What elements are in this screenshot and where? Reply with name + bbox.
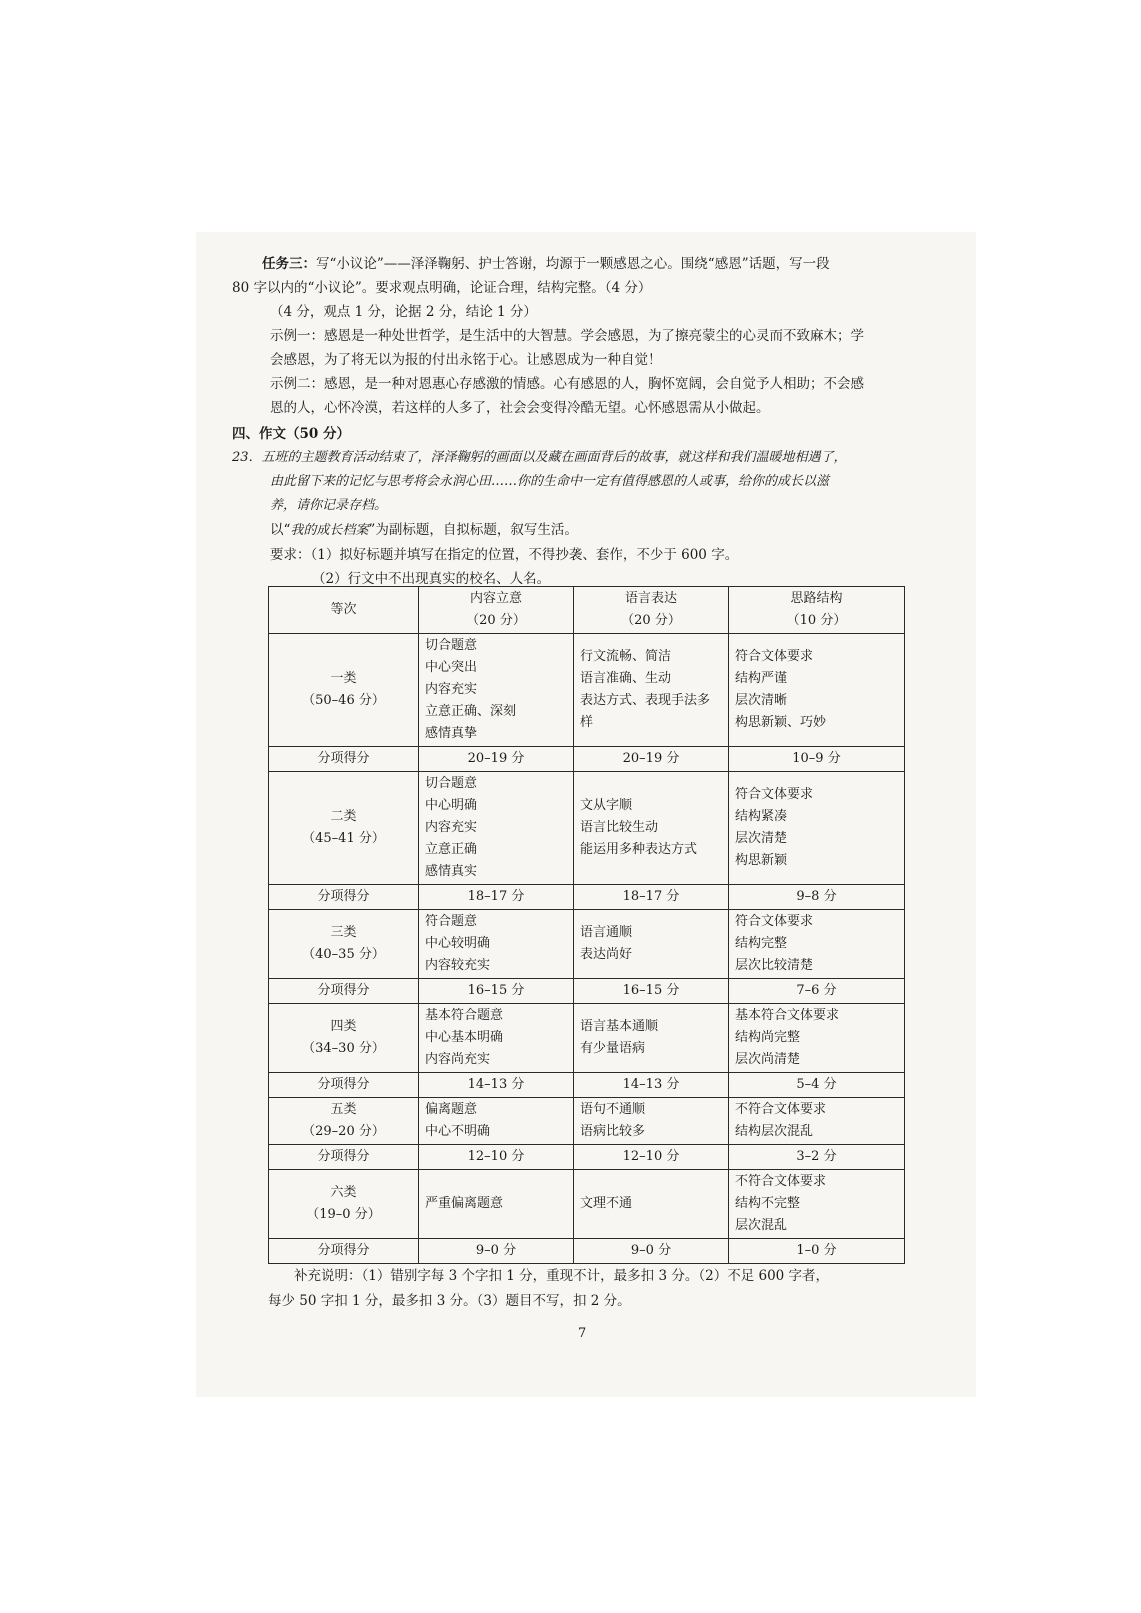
table-row xyxy=(269,634,905,747)
header-cell: 内容立意 （20 分） xyxy=(419,587,574,634)
table-row xyxy=(269,772,905,885)
table-row xyxy=(269,1098,905,1145)
score-cell: 18–17 分 xyxy=(574,885,729,910)
document-body xyxy=(232,252,972,591)
score-row xyxy=(269,1239,905,1264)
language-cell: 行文流畅、简洁 语言准确、生动 表达方式、表现手法多 样 xyxy=(574,634,729,747)
content-cell: 偏离题意 中心不明确 xyxy=(419,1098,574,1145)
score-cell: 1–0 分 xyxy=(729,1239,905,1264)
grade-cell: 四类 （34–30 分） xyxy=(269,1004,419,1073)
language-cell: 文从字顺 语言比较生动 能运用多种表达方式 xyxy=(574,772,729,885)
requirement-2: （2）行文中不出现真实的校名、人名。 xyxy=(312,571,551,587)
language-cell: 语句不通顺 语病比较多 xyxy=(574,1098,729,1145)
grade-cell: 二类 （45–41 分） xyxy=(269,772,419,885)
score-cell: 12–10 分 xyxy=(419,1145,574,1170)
table-row xyxy=(269,1170,905,1239)
grade-cell: 五类 （29–20 分） xyxy=(269,1098,419,1145)
section-heading: 四、作文（50 分） xyxy=(232,426,350,442)
content-cell: 严重偏离题意 xyxy=(419,1170,574,1239)
supplementary-note: 补充说明：（1）错别字每 3 个字扣 1 分，重现不计，最多扣 3 分。（2）不足 600 字者， 每少 50 字扣 1 分，最多扣 3 分。（3）题目不写，扣 2 分。 xyxy=(268,1268,830,1309)
score-cell: 14–13 分 xyxy=(574,1073,729,1098)
score-cell: 12–10 分 xyxy=(574,1145,729,1170)
page-number: 7 xyxy=(578,1326,587,1341)
header-cell: 语言表达 （20 分） xyxy=(574,587,729,634)
score-cell: 9–0 分 xyxy=(419,1239,574,1264)
score-row xyxy=(269,1073,905,1098)
score-row xyxy=(269,1145,905,1170)
score-cell: 18–17 分 xyxy=(419,885,574,910)
score-label-cell: 分项得分 xyxy=(269,1145,419,1170)
score-label-cell: 分项得分 xyxy=(269,979,419,1004)
task3-line2: 80 字以内的“小议论”。要求观点明确，论证合理，结构完整。（4 分） xyxy=(232,280,652,296)
content-cell: 基本符合题意 中心基本明确 内容尚充实 xyxy=(419,1004,574,1073)
score-label-cell: 分项得分 xyxy=(269,747,419,772)
score-cell: 16–15 分 xyxy=(419,979,574,1004)
grade-cell: 三类 （40–35 分） xyxy=(269,910,419,979)
header-cell: 等次 xyxy=(269,587,419,634)
language-cell: 语言通顺 表达尚好 xyxy=(574,910,729,979)
score-label-cell: 分项得分 xyxy=(269,885,419,910)
score-cell: 10–9 分 xyxy=(729,747,905,772)
score-cell: 16–15 分 xyxy=(574,979,729,1004)
score-cell: 3–2 分 xyxy=(729,1145,905,1170)
score-label-cell: 分项得分 xyxy=(269,1073,419,1098)
requirement-1: 要求：（1）拟好标题并填写在指定的位置，不得抄袭、套作，不少于 600 字。 xyxy=(270,547,739,563)
score-row xyxy=(269,979,905,1004)
score-cell: 20–19 分 xyxy=(574,747,729,772)
score-label-cell: 分项得分 xyxy=(269,1239,419,1264)
score-cell: 14–13 分 xyxy=(419,1073,574,1098)
example1-line1: 示例一：感恩是一种处世哲学，是生活中的大智慧。学会感恩，为了擦亮蒙尘的心灵而不致麻木；学 xyxy=(270,328,864,344)
score-row xyxy=(269,885,905,910)
structure-cell: 基本符合文体要求 结构尚完整 层次尚清楚 xyxy=(729,1004,905,1073)
prompt-line2: 由此留下来的记忆与思考将会永润心田……你的生命中一定有值得感恩的人或事，给你的成长以滋 xyxy=(270,474,830,489)
score-cell: 5–4 分 xyxy=(729,1073,905,1098)
example2-line2: 恩的人，心怀冷漠，若这样的人多了，社会会变得冷酷无望。心怀感恩需从小做起。 xyxy=(270,400,770,416)
score-cell: 7–6 分 xyxy=(729,979,905,1004)
content-cell: 切合题意 中心突出 内容充实 立意正确、深刻 感情真挚 xyxy=(419,634,574,747)
language-cell: 文理不通 xyxy=(574,1170,729,1239)
prompt-line1: 23．五班的主题教育活动结束了，泽泽鞠躬的画面以及藏在画面背后的故事，就这样和我们温暖地相遇了， xyxy=(232,450,847,465)
structure-cell: 不符合文体要求 结构层次混乱 xyxy=(729,1098,905,1145)
table-row xyxy=(269,1004,905,1073)
content-cell: 切合题意 中心明确 内容充实 立意正确 感情真实 xyxy=(419,772,574,885)
rubric-body xyxy=(269,634,905,1264)
task3-line1: 任务三：写“小议论”——泽泽鞠躬、护士答谢，均源于一颗感恩之心。围绕“感恩”话题，写一段 xyxy=(262,256,830,272)
language-cell: 语言基本通顺 有少量语病 xyxy=(574,1004,729,1073)
structure-cell: 不符合文体要求 结构不完整 层次混乱 xyxy=(729,1170,905,1239)
example1-line2: 会感恩，为了将无以为报的付出永铭于心。让感恩成为一种自觉！ xyxy=(270,352,662,368)
score-row xyxy=(269,747,905,772)
grading-rubric-table xyxy=(268,586,905,1264)
table-header-row xyxy=(269,587,905,634)
header-cell: 思路结构 （10 分） xyxy=(729,587,905,634)
structure-cell: 符合文体要求 结构完整 层次比较清楚 xyxy=(729,910,905,979)
score-cell: 20–19 分 xyxy=(419,747,574,772)
grade-cell: 一类 （50–46 分） xyxy=(269,634,419,747)
structure-cell: 符合文体要求 结构严谨 层次清晰 构思新颖、巧妙 xyxy=(729,634,905,747)
grade-cell: 六类 （19–0 分） xyxy=(269,1170,419,1239)
structure-cell: 符合文体要求 结构紧凑 层次清楚 构思新颖 xyxy=(729,772,905,885)
task3-scoring: （4 分，观点 1 分，论据 2 分，结论 1 分） xyxy=(270,304,537,320)
example2-line1: 示例二：感恩，是一种对恩惠心存感激的情感。心有感恩的人，胸怀宽阔，会自觉予人相助；不会感 xyxy=(270,376,864,392)
table-row xyxy=(269,910,905,979)
score-cell: 9–0 分 xyxy=(574,1239,729,1264)
subtitle-instruction: 以“我的成长档案”为副标题，自拟标题，叙写生活。 xyxy=(270,522,578,538)
score-cell: 9–8 分 xyxy=(729,885,905,910)
prompt-line3: 养，请你记录存档。 xyxy=(270,498,388,513)
content-cell: 符合题意 中心较明确 内容较充实 xyxy=(419,910,574,979)
